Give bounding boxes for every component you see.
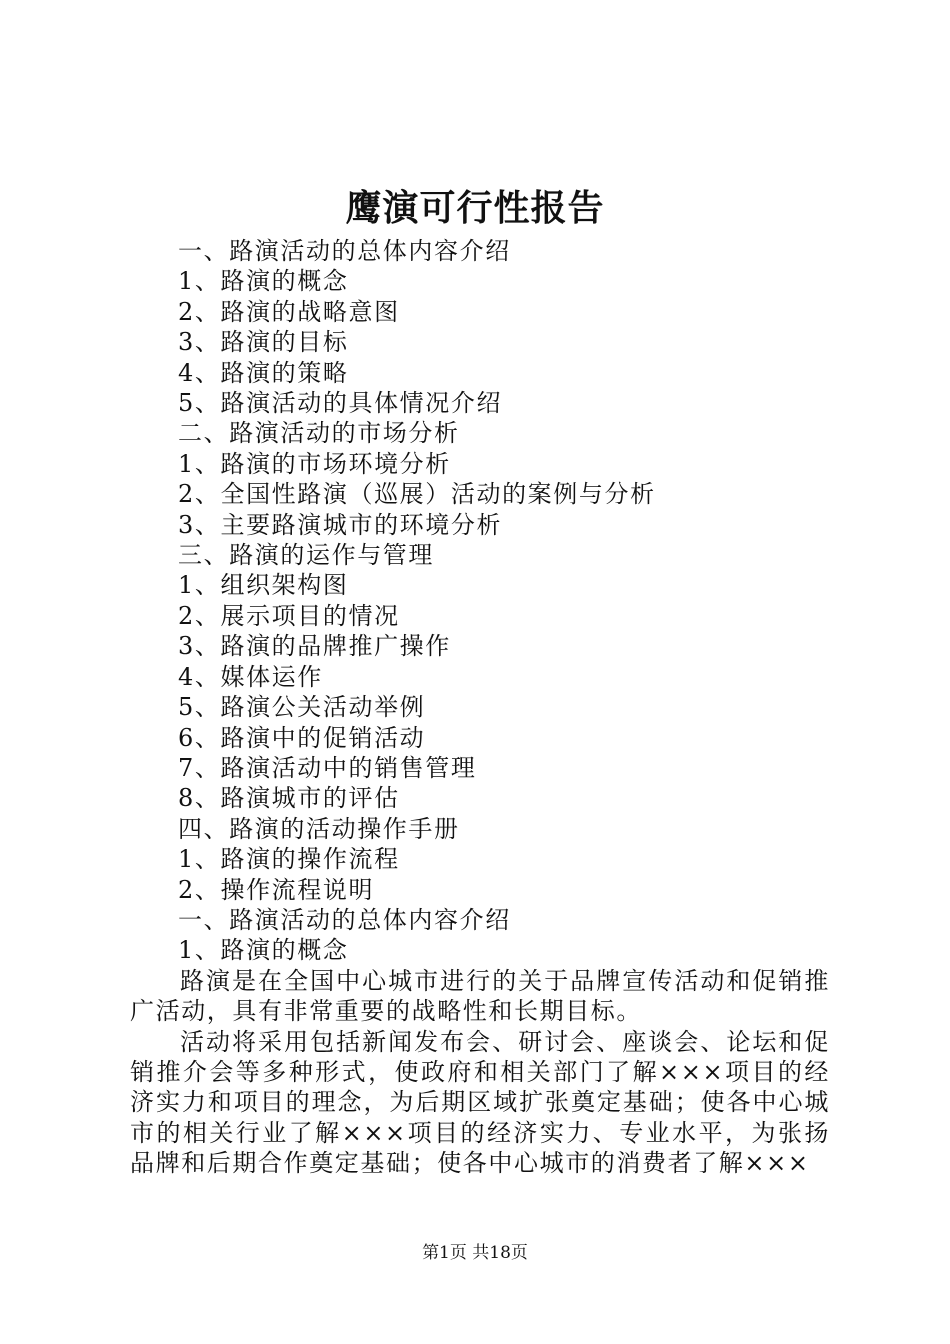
toc-line: 1、路演的概念 [178,267,349,296]
document-body [130,236,830,1179]
toc-line: 二、路演活动的市场分析 [178,419,460,448]
toc-line: 三、路演的运作与管理 [178,541,434,570]
toc-line: 8、路演城市的评估 [178,784,400,813]
toc-line: 1、路演的市场环境分析 [178,449,451,478]
toc-line: 3、路演的目标 [178,328,349,357]
toc-line: 四、路演的活动操作手册 [178,814,460,843]
toc-line: 1、路演的概念 [178,936,349,965]
toc-line: 4、媒体运作 [178,662,323,691]
table-of-contents [130,236,830,966]
toc-line: 1、路演的操作流程 [178,845,400,874]
toc-line: 4、路演的策略 [178,358,349,387]
body-paragraph: 活动将采用包括新闻发布会、研讨会、座谈会、论坛和促销推介会等多种形式，使政府和相关部门了解×××项目的经济实力和项目的理念，为后期区域扩张奠定基础；使各中心城市的相关行业了解×××项目的经济实力、专业水平，为张扬品牌和后期合作奠定基础；使各中心城市的消费者了解××× [130,1027,830,1178]
toc-line: 3、路演的品牌推广操作 [178,632,451,661]
toc-line: 7、路演活动中的销售管理 [178,753,477,782]
page-footer: 第1页 共18页 [422,1243,528,1263]
document-title: 鹰演可行性报告 [345,187,605,229]
toc-line: 1、组织架构图 [178,571,349,600]
toc-line: 6、路演中的促销活动 [178,723,426,752]
toc-line: 5、路演活动的具体情况介绍 [178,389,503,418]
body-paragraphs [130,966,830,1179]
toc-line: 2、操作流程说明 [178,875,375,904]
toc-line: 一、路演活动的总体内容介绍 [178,237,511,265]
toc-line: 2、路演的战略意图 [178,297,400,326]
toc-line: 2、全国性路演（巡展）活动的案例与分析 [178,480,656,509]
toc-line: 3、主要路演城市的环境分析 [178,510,503,539]
toc-line: 一、路演活动的总体内容介绍 [178,905,511,934]
body-paragraph: 路演是在全国中心城市进行的关于品牌宣传活动和促销推广活动，具有非常重要的战略性和长期目标。 [130,966,830,1026]
toc-line: 5、路演公关活动举例 [178,693,426,722]
toc-line: 2、展示项目的情况 [178,601,400,630]
